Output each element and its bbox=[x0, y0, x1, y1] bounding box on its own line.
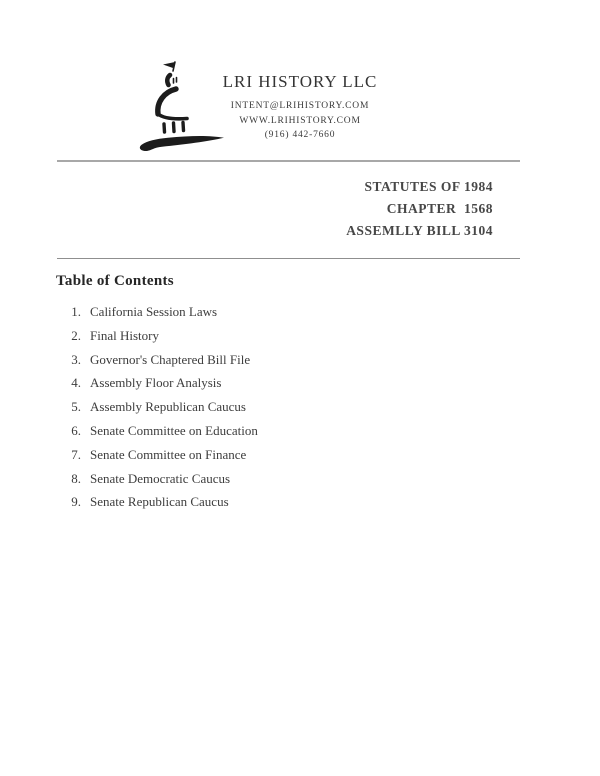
toc-item bbox=[57, 300, 258, 324]
toc-item bbox=[57, 348, 258, 372]
statutes-line: STATUTES OF 1984 bbox=[364, 179, 493, 194]
toc-item bbox=[57, 324, 258, 348]
horizontal-divider-top bbox=[57, 160, 520, 162]
toc-item-number: 3. bbox=[71, 351, 81, 367]
toc-item-number: 4. bbox=[71, 375, 81, 391]
toc-item-number: 8. bbox=[71, 470, 81, 486]
toc-item-number: 6. bbox=[71, 422, 81, 438]
toc-item-number: 9. bbox=[71, 494, 81, 510]
chapter-line: CHAPTER 1568 bbox=[386, 201, 493, 216]
toc-item-label: Senate Democratic Caucus bbox=[90, 470, 231, 486]
toc-heading: Table of Contents bbox=[56, 273, 174, 289]
toc-item-label: California Session Laws bbox=[90, 304, 218, 319]
toc-item bbox=[57, 371, 258, 395]
toc-item bbox=[57, 490, 258, 514]
toc-item-label: Assembly Floor Analysis bbox=[90, 375, 222, 391]
toc-item-label: Senate Committee on Education bbox=[90, 422, 258, 438]
company-name: LRI HISTORY LLC bbox=[222, 72, 378, 91]
toc-item-number: 1. bbox=[71, 304, 81, 319]
toc-item-number: 2. bbox=[71, 327, 81, 343]
toc-item bbox=[57, 467, 258, 491]
toc-item bbox=[57, 443, 258, 467]
assembly-bill-line: ASSEMLLY BILL 3104 bbox=[346, 223, 493, 238]
letterhead-text bbox=[180, 72, 420, 143]
toc-item-label: Governor's Chaptered Bill File bbox=[90, 351, 251, 367]
toc-item-label: Senate Republican Caucus bbox=[90, 494, 229, 510]
toc-item-label: Assembly Republican Caucus bbox=[90, 399, 246, 415]
toc-item bbox=[57, 419, 258, 443]
toc-item-number: 7. bbox=[71, 446, 81, 462]
horizontal-divider-bottom bbox=[57, 258, 520, 259]
toc-item-label: Final History bbox=[90, 327, 159, 343]
contact-website: WWW.LRIHISTORY.COM bbox=[239, 115, 361, 126]
toc-item-number: 5. bbox=[71, 399, 81, 415]
toc-item-label: Senate Committee on Finance bbox=[90, 446, 247, 462]
contact-email: INTENT@LRIHISTORY.COM bbox=[230, 101, 370, 111]
toc-list bbox=[57, 300, 258, 514]
toc-item bbox=[57, 395, 258, 419]
bill-reference-block bbox=[346, 176, 493, 242]
contact-phone: (916) 442-7660 bbox=[264, 130, 336, 140]
